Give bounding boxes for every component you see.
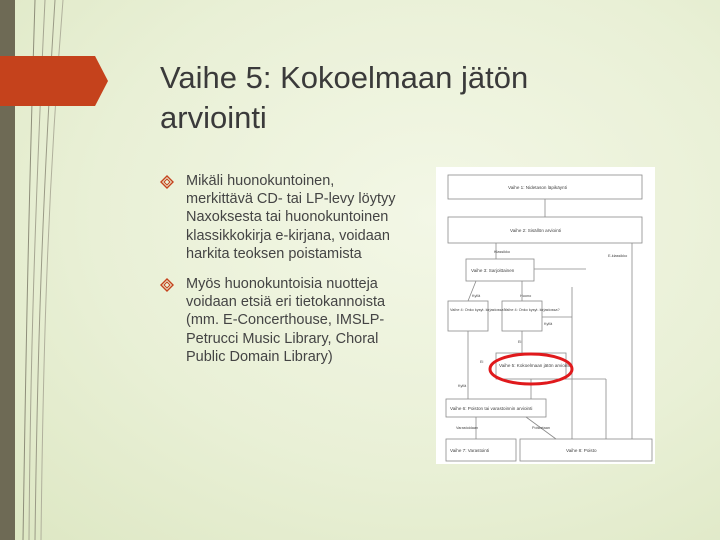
bullet-list — [160, 172, 400, 378]
flow-box-vaihe4b — [502, 301, 542, 331]
flow-label-vaihe8: Vaihe 8: Poisto — [566, 448, 597, 453]
flow-edge-ei-2: Ei — [480, 360, 484, 364]
flow-edge-kylla-2: Kyllä — [544, 322, 553, 326]
flow-label-vaihe7: Vaihe 7: Varastointi — [450, 448, 490, 453]
flow-edge-eklassikko: E-klassikko — [608, 254, 628, 258]
flow-label-vaihe3: Vaihe 3: Sarjoittainen — [471, 268, 515, 273]
flow-edge-varastoidaan: Varastoidaan — [456, 426, 479, 430]
flow-edge-poistetaan: Poistetaan — [532, 426, 550, 430]
bullet-item — [160, 275, 400, 366]
diamond-bullet-icon — [160, 275, 186, 366]
flow-edge-kylla-3: Kyllä — [458, 384, 467, 388]
flow-label-vaihe6: Vaihe 6: Poiston tai varastoinnin arviointi — [450, 406, 533, 411]
bullet-item — [160, 172, 400, 263]
bullet-text: Mikäli huonokuntoinen, merkittävä CD- tai LP-levy löytyy Naxoksesta tai huonokuntoinen klassikkokirja e-kirjana, voidaan harkita teoksen poistamista — [186, 173, 396, 262]
flow-edge-ei-1: Ei — [518, 340, 522, 344]
flow-label-vaihe5: Vaihe 5: Kokoelmaan jätön arviointi — [499, 363, 571, 368]
slide-title-line-1: Vaihe 5: Kokoelmaan jätön — [160, 60, 529, 95]
flow-label-vaihe4a: Vaihe 4: Onko kysyt. kirjastossa? — [450, 308, 506, 312]
flow-edge-huono: Huono — [520, 294, 532, 298]
bullet-text: Myös huonokuntoisia nuotteja voidaan etsiä eri tietokannoista (mm. E-Concerthouse, IMSLP-Petrucci Music Library, Choral Public Domain Library) — [186, 276, 386, 365]
flow-label-vaihe2: Vaihe 2: Sisällön arviointi — [510, 228, 561, 233]
diamond-bullet-icon — [160, 172, 186, 263]
flow-edge-kylla-1: Kyllä — [472, 294, 481, 298]
flow-edge-klassikko: Klassikko — [494, 250, 511, 254]
flow-label-vaihe1: Vaihe 1: Nidetason läpikäynti — [508, 185, 567, 190]
flowchart-image — [436, 167, 655, 464]
title-accent-tab — [0, 56, 108, 106]
slide-title — [160, 58, 640, 138]
flow-box-vaihe4a — [448, 301, 488, 331]
slide-title-line-2: arviointi — [160, 100, 267, 135]
flow-label-vaihe4b: Vaihe 4: Onko kysyt. kirjastossa? — [504, 308, 560, 312]
